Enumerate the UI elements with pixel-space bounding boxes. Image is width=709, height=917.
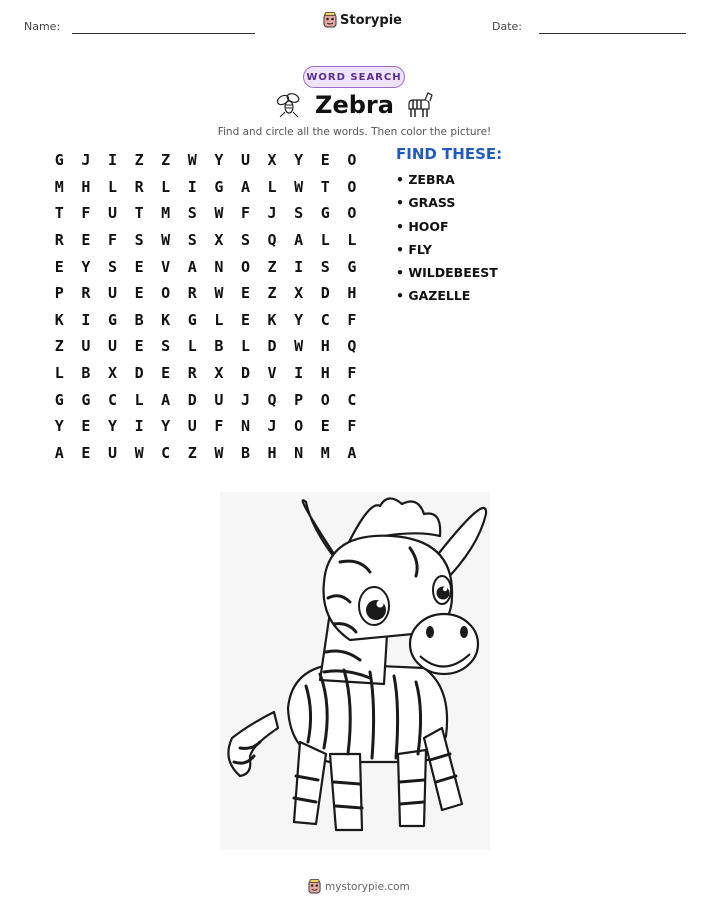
grid-letter[interactable]: S <box>294 204 304 223</box>
grid-letter[interactable]: X <box>107 364 117 383</box>
grid-letter[interactable]: O <box>240 257 250 276</box>
grid-letter[interactable]: F <box>81 204 91 223</box>
grid-letter[interactable]: S <box>187 231 197 250</box>
grid-letter[interactable]: L <box>107 177 117 196</box>
grid-letter[interactable]: I <box>107 151 117 170</box>
grid-letter[interactable]: Q <box>267 390 277 409</box>
name-line[interactable] <box>72 33 255 34</box>
name-label: Name: <box>24 20 61 33</box>
grid-letter[interactable]: X <box>294 284 304 303</box>
grid-letter[interactable]: Z <box>267 284 277 303</box>
grid-letter[interactable]: U <box>107 443 117 462</box>
grid-letter[interactable]: T <box>54 204 64 223</box>
grid-letter[interactable]: O <box>161 284 171 303</box>
grid-letter[interactable]: K <box>54 310 64 329</box>
word-item: • HOOF <box>396 218 449 234</box>
grid-letter[interactable]: W <box>214 204 224 223</box>
grid-letter[interactable]: J <box>267 417 277 436</box>
zebra-illustration <box>220 492 490 850</box>
footer-url[interactable]: mystorypie.com <box>325 880 410 893</box>
grid-letter[interactable]: E <box>54 257 64 276</box>
grid-letter[interactable]: G <box>81 390 91 409</box>
grid-letter[interactable]: H <box>320 337 330 356</box>
grid-letter[interactable]: A <box>161 390 171 409</box>
grid-letter[interactable]: W <box>294 337 304 356</box>
grid-letter[interactable]: O <box>347 177 357 196</box>
grid-letter[interactable]: L <box>240 337 250 356</box>
grid-letter[interactable]: F <box>214 417 224 436</box>
word-item: • WILDEBEEST <box>396 265 498 281</box>
brand-name: Storypie <box>340 12 402 28</box>
letter-grid[interactable] <box>46 147 365 466</box>
grid-letter[interactable]: S <box>187 204 197 223</box>
grid-letter[interactable]: R <box>134 177 144 196</box>
grid-letter[interactable]: Y <box>107 417 117 436</box>
grid-letter[interactable]: U <box>214 390 224 409</box>
grid-letter[interactable]: Y <box>214 151 224 170</box>
grid-letter[interactable]: A <box>187 257 197 276</box>
grid-letter[interactable]: E <box>134 337 144 356</box>
grid-letter[interactable]: N <box>294 443 304 462</box>
grid-letter[interactable]: W <box>134 443 144 462</box>
grid-letter[interactable]: U <box>107 337 117 356</box>
grid-letter[interactable]: G <box>54 151 64 170</box>
grid-letter[interactable]: I <box>187 177 197 196</box>
grid-letter[interactable]: B <box>240 443 250 462</box>
grid-letter[interactable]: M <box>54 177 64 196</box>
grid-letter[interactable]: Y <box>81 257 91 276</box>
grid-letter[interactable]: U <box>187 417 197 436</box>
word-item: • GRASS <box>396 195 456 211</box>
grid-letter[interactable]: A <box>240 177 250 196</box>
grid-letter[interactable]: J <box>267 204 277 223</box>
grid-letter[interactable]: U <box>107 204 117 223</box>
grid-letter[interactable]: X <box>214 364 224 383</box>
grid-letter[interactable]: D <box>240 364 250 383</box>
grid-letter[interactable]: L <box>347 231 357 250</box>
grid-letter[interactable]: T <box>320 177 330 196</box>
grid-letter[interactable]: J <box>240 390 250 409</box>
grid-letter[interactable]: Y <box>54 417 64 436</box>
grid-letter[interactable]: R <box>187 364 197 383</box>
grid-letter[interactable]: G <box>54 390 64 409</box>
grid-letter[interactable]: E <box>134 284 144 303</box>
grid-letter[interactable]: L <box>267 177 277 196</box>
grid-letter[interactable]: X <box>214 231 224 250</box>
grid-letter[interactable]: S <box>161 337 171 356</box>
grid-letter[interactable]: S <box>320 257 330 276</box>
grid-letter[interactable]: C <box>347 390 357 409</box>
grid-letter[interactable]: H <box>267 443 277 462</box>
grid-letter[interactable]: A <box>294 231 304 250</box>
grid-letter[interactable]: W <box>187 151 197 170</box>
grid-letter[interactable]: Z <box>187 443 197 462</box>
word-item: • GAZELLE <box>396 288 471 304</box>
zebra-icon <box>403 90 435 120</box>
grid-letter[interactable]: S <box>240 231 250 250</box>
grid-letter[interactable]: Y <box>294 151 304 170</box>
grid-letter[interactable]: Z <box>161 151 171 170</box>
grid-letter[interactable]: W <box>294 177 304 196</box>
grid-letter[interactable]: Q <box>347 337 357 356</box>
grid-letter[interactable]: F <box>347 417 357 436</box>
grid-letter[interactable]: D <box>134 364 144 383</box>
grid-letter[interactable]: I <box>134 417 144 436</box>
grid-letter[interactable]: U <box>240 151 250 170</box>
page-title: Zebra <box>315 91 394 119</box>
grid-letter[interactable]: Q <box>267 231 277 250</box>
grid-letter[interactable]: A <box>347 443 357 462</box>
grid-letter[interactable]: F <box>347 310 357 329</box>
grid-letter[interactable]: S <box>134 231 144 250</box>
footer <box>308 879 410 894</box>
storypie-mascot-icon <box>323 12 337 28</box>
grid-letter[interactable]: L <box>161 177 171 196</box>
grid-letter[interactable]: P <box>54 284 64 303</box>
grid-letter[interactable]: R <box>54 231 64 250</box>
grid-letter[interactable]: E <box>240 284 250 303</box>
grid-letter[interactable]: K <box>267 310 277 329</box>
grid-letter[interactable]: L <box>134 390 144 409</box>
grid-letter[interactable]: G <box>347 257 357 276</box>
grid-letter[interactable]: F <box>347 364 357 383</box>
instructions: Find and circle all the words. Then color the picture! <box>217 126 492 138</box>
grid-letter[interactable]: C <box>320 310 330 329</box>
grid-letter[interactable]: T <box>134 204 144 223</box>
grid-letter[interactable]: C <box>161 443 171 462</box>
grid-letter[interactable]: R <box>81 284 91 303</box>
grid-letter[interactable]: Z <box>54 337 64 356</box>
grid-letter[interactable]: O <box>347 151 357 170</box>
grid-letter[interactable]: D <box>187 390 197 409</box>
grid-letter[interactable]: X <box>267 151 277 170</box>
grid-letter[interactable]: E <box>320 417 330 436</box>
grid-letter[interactable]: O <box>320 390 330 409</box>
word-list <box>396 172 498 312</box>
grid-letter[interactable]: O <box>294 417 304 436</box>
grid-letter[interactable]: I <box>294 257 304 276</box>
grid-letter[interactable]: J <box>81 151 91 170</box>
grid-letter[interactable]: G <box>107 310 117 329</box>
grid-letter[interactable]: O <box>347 204 357 223</box>
grid-letter[interactable]: L <box>187 337 197 356</box>
grid-letter[interactable]: I <box>81 310 91 329</box>
grid-letter[interactable]: Z <box>267 257 277 276</box>
grid-letter[interactable]: B <box>134 310 144 329</box>
word-list-title: FIND THESE: <box>396 145 503 163</box>
grid-letter[interactable]: C <box>107 390 117 409</box>
grid-letter[interactable]: Z <box>134 151 144 170</box>
grid-letter[interactable]: N <box>214 257 224 276</box>
grid-letter[interactable]: R <box>187 284 197 303</box>
grid-letter[interactable]: U <box>81 337 91 356</box>
grid-letter[interactable]: F <box>240 204 250 223</box>
grid-letter[interactable]: E <box>320 151 330 170</box>
date-line[interactable] <box>539 33 686 34</box>
grid-letter[interactable]: H <box>347 284 357 303</box>
date-label: Date: <box>492 20 522 33</box>
grid-letter[interactable]: E <box>161 364 171 383</box>
word-item: • ZEBRA <box>396 172 455 187</box>
grid-letter[interactable]: G <box>320 204 330 223</box>
storypie-mascot-icon <box>308 879 321 894</box>
grid-letter[interactable]: S <box>107 257 117 276</box>
grid-letter[interactable]: F <box>107 231 117 250</box>
grid-letter[interactable]: K <box>161 310 171 329</box>
grid-letter[interactable]: E <box>134 257 144 276</box>
zebra-coloring-picture[interactable] <box>220 492 490 850</box>
grid-letter[interactable]: W <box>214 443 224 462</box>
grid-letter[interactable]: H <box>81 177 91 196</box>
grid-letter[interactable]: E <box>81 443 91 462</box>
grid-letter[interactable]: V <box>161 257 171 276</box>
grid-letter[interactable]: N <box>240 417 250 436</box>
grid-letter[interactable]: B <box>81 364 91 383</box>
grid-letter[interactable]: L <box>54 364 64 383</box>
grid-letter[interactable]: D <box>267 337 277 356</box>
grid-letter[interactable]: B <box>214 337 224 356</box>
grid-letter[interactable]: E <box>81 231 91 250</box>
grid-letter[interactable]: H <box>320 364 330 383</box>
word-search-badge: WORD SEARCH <box>303 66 405 88</box>
grid-letter[interactable]: Y <box>294 310 304 329</box>
brand-logo <box>323 12 402 28</box>
grid-letter[interactable]: W <box>161 231 171 250</box>
grid-letter[interactable]: W <box>214 284 224 303</box>
grid-letter[interactable]: L <box>320 231 330 250</box>
grid-letter[interactable]: I <box>294 364 304 383</box>
grid-letter[interactable]: U <box>107 284 117 303</box>
grid-letter[interactable]: G <box>187 310 197 329</box>
grid-letter[interactable]: G <box>214 177 224 196</box>
grid-letter[interactable]: A <box>54 443 64 462</box>
grid-letter[interactable]: L <box>214 310 224 329</box>
grid-letter[interactable]: Y <box>161 417 171 436</box>
grid-letter[interactable]: E <box>240 310 250 329</box>
grid-letter[interactable]: D <box>320 284 330 303</box>
grid-letter[interactable]: P <box>294 390 304 409</box>
word-item: • FLY <box>396 241 432 257</box>
grid-letter[interactable]: E <box>81 417 91 436</box>
grid-letter[interactable]: M <box>320 443 330 462</box>
grid-letter[interactable]: M <box>161 204 171 223</box>
grid-letter[interactable]: V <box>267 364 277 383</box>
